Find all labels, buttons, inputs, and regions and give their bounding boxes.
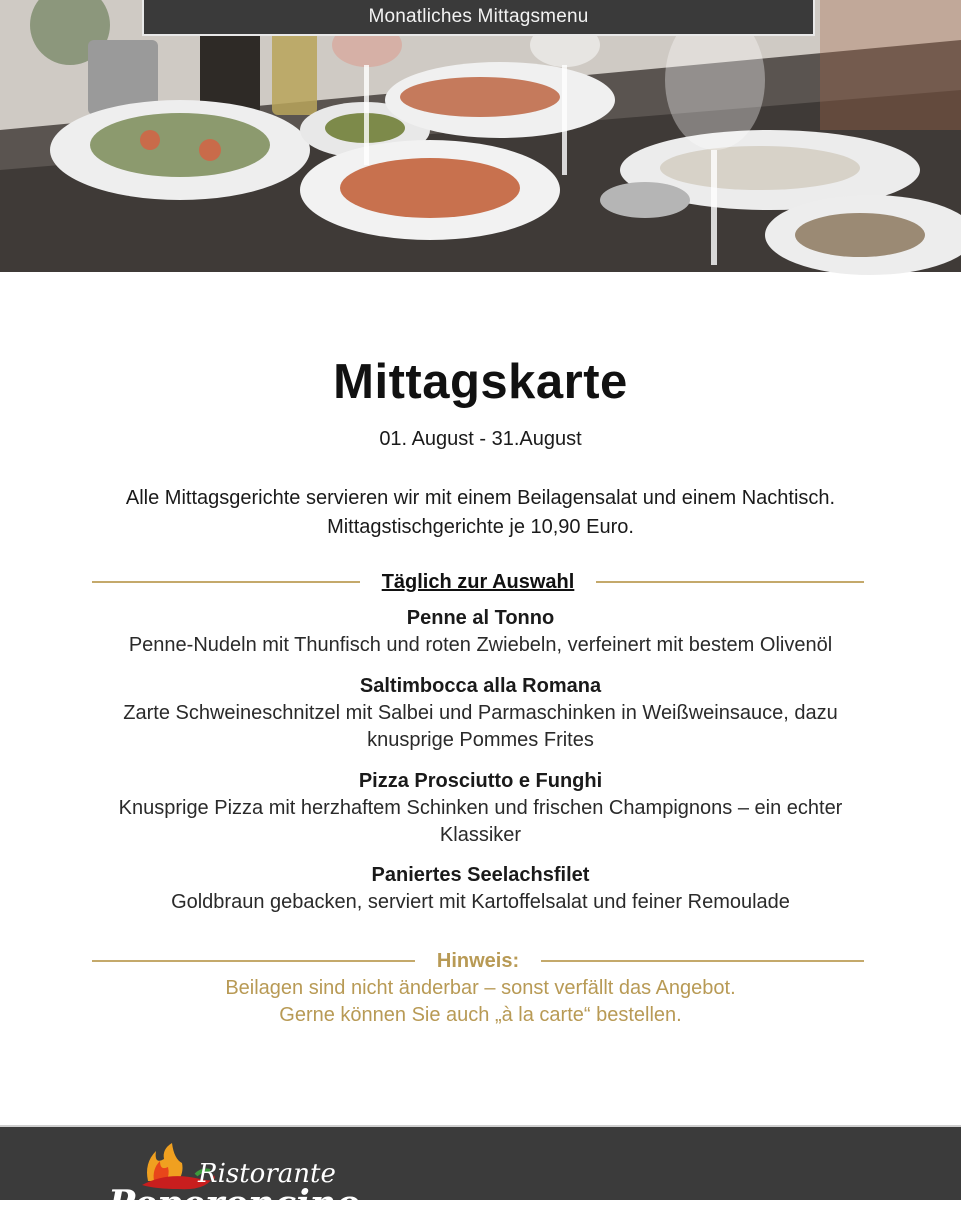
note-line: Gerne können Sie auch „à la carte“ bestellen. xyxy=(279,1004,682,1026)
intro-line: Mittagstischgerichte je 10,90 Euro. xyxy=(327,516,634,538)
dish-name: Saltimbocca alla Romana xyxy=(359,675,602,697)
header-title-bar xyxy=(142,0,815,36)
dish-name: Pizza Prosciutto e Funghi xyxy=(358,770,603,792)
logo-script-text: Ristorante xyxy=(198,1159,336,1189)
dish-name: Paniertes Seelachsfilet xyxy=(371,864,590,886)
note-title: Hinweis: xyxy=(436,949,520,972)
dish-description: Goldbraun gebacken, serviert mit Kartoffelsalat und feiner Remoulade xyxy=(171,891,790,913)
restaurant-logo xyxy=(108,1141,361,1225)
dish-item xyxy=(60,767,901,849)
dish-description: knusprige Pommes Frites xyxy=(367,729,594,751)
header-title: Monatliches Mittagsmenu xyxy=(368,6,589,27)
divider-line xyxy=(92,581,360,583)
page-title: Mittagskarte xyxy=(333,355,628,409)
footer xyxy=(0,1125,961,1225)
note-text xyxy=(0,975,961,1029)
logo-name-text: Peperoncino xyxy=(108,1183,361,1225)
divider-line xyxy=(596,581,864,583)
section-title: Täglich zur Auswahl xyxy=(381,570,575,593)
divider-line xyxy=(92,960,415,962)
hero-food-image xyxy=(0,0,961,272)
dish-description: Zarte Schweineschnitzel mit Salbei und Parmaschinken in Weißweinsauce, dazu xyxy=(123,702,838,724)
date-range: 01. August - 31.August xyxy=(379,428,582,450)
dish-item xyxy=(60,604,901,659)
table-food-illustration xyxy=(0,0,961,272)
dish-item xyxy=(60,672,901,754)
divider-line xyxy=(541,960,864,962)
dish-description: Klassiker xyxy=(439,824,522,846)
intro-text xyxy=(0,484,961,542)
dish-name: Penne al Tonno xyxy=(406,607,555,629)
note-line: Beilagen sind nicht änderbar – sonst verfällt das Angebot. xyxy=(225,977,736,999)
dish-description: Knusprige Pizza mit herzhaftem Schinken und frischen Champignons – ein echter xyxy=(118,797,843,819)
section-divider xyxy=(92,567,864,597)
dish-description: Penne-Nudeln mit Thunfisch und roten Zwiebeln, verfeinert mit bestem Olivenöl xyxy=(128,634,833,656)
note-divider xyxy=(92,946,864,976)
dish-item xyxy=(60,861,901,916)
intro-line: Alle Mittagsgerichte servieren wir mit einem Beilagensalat und einem Nachtisch. xyxy=(125,487,836,509)
